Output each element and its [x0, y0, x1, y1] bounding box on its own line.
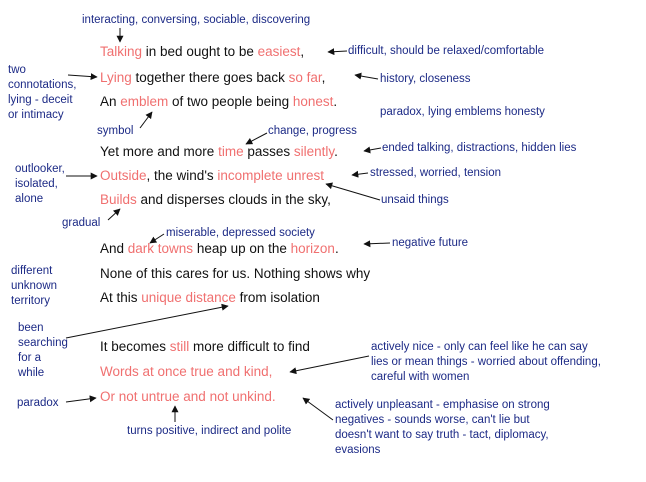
arrow-unsaid-unrest — [326, 184, 380, 200]
arrow-paradox-line — [66, 398, 96, 402]
highlight-easiest: easiest — [257, 44, 301, 59]
arrow-gradual-builds — [108, 209, 120, 220]
annotation-stressed: stressed, worried, tension — [370, 167, 502, 179]
annotation-change: change, progress — [268, 125, 357, 137]
arrow-negative-horizon — [364, 243, 390, 244]
arrow-unpleasant-unkind — [303, 398, 333, 420]
annotation-gradual: gradual — [62, 217, 101, 229]
highlight-incomplete-unrest: incomplete unrest — [217, 168, 324, 183]
highlight-outside: Outside — [100, 168, 147, 183]
annotation-difficult: difficult, should be relaxed/comfortable — [348, 45, 545, 57]
annotation-history: history, closeness — [380, 73, 471, 85]
highlight-horizon: horizon — [290, 241, 335, 256]
annotation-interacting: interacting, conversing, sociable, discovering — [82, 14, 311, 26]
arrow-difficult-easiest — [328, 51, 347, 52]
annotation-turns-positive: turns positive, indirect and polite — [127, 425, 292, 437]
annotation-been-searching: been searching for a while — [18, 322, 68, 379]
arrow-stressed-unrest — [352, 173, 368, 175]
arrow-change-time — [246, 133, 267, 144]
highlight-talking: Talking — [100, 44, 143, 59]
poem-line-3: An emblem of two people being honest. — [100, 94, 338, 109]
arrow-connotations-lying — [68, 75, 97, 77]
annotation-outlooker: outlooker, isolated, alone — [15, 163, 65, 205]
poem-line-2: Lying together there goes back so far, — [100, 70, 326, 85]
highlight-not-untrue: Or not untrue and not unkind. — [100, 389, 276, 404]
poem-line-6: Builds and disperses clouds in the sky, — [100, 192, 331, 207]
highlight-honest: honest — [292, 94, 334, 109]
annotation-two-connotations: two connotations, lying - deceit or intimacy — [8, 64, 77, 121]
highlight-words-true-kind: Words at once true and kind, — [100, 364, 273, 379]
arrow-history-sofar — [355, 75, 378, 79]
annotation-negative-future: negative future — [392, 237, 469, 249]
highlight-time: time — [218, 144, 244, 159]
highlight-dark-towns: dark towns — [127, 241, 194, 256]
poem-line-1: Talking in bed ought to be easiest, — [100, 44, 305, 59]
poem-line-10: It becomes still more difficult to find — [100, 339, 310, 354]
highlight-still: still — [169, 339, 190, 354]
arrow-searching-distance — [66, 306, 228, 338]
annotation-different: different unknown territory — [11, 265, 58, 307]
highlight-unique-distance: unique distance — [141, 290, 236, 305]
poem-line-8: None of this cares for us. Nothing shows why — [100, 266, 371, 281]
annotation-symbol: symbol — [97, 125, 134, 137]
arrow-miserable-darktowns — [150, 234, 164, 243]
highlight-builds: Builds — [100, 192, 137, 207]
annotation-actively-unpleasant: actively unpleasant - emphasise on strong negatives - sounds worse, can't lie but doesn't want to say truth - tact, diplomacy, evasions — [335, 399, 550, 456]
arrow-ended-silently — [364, 148, 381, 151]
highlight-so-far: so far — [288, 70, 322, 85]
highlight-lying: Lying — [100, 70, 132, 85]
annotation-paradox-lying: paradox, lying emblems honesty — [380, 106, 545, 118]
highlight-silently: silently — [293, 144, 335, 159]
annotation-paradox: paradox — [17, 397, 59, 409]
arrow-symbol-emblem — [140, 112, 152, 128]
highlight-emblem: emblem — [120, 94, 169, 109]
arrow-nice-words — [290, 356, 369, 372]
poem-line-4: Yet more and more time passes silently. — [100, 144, 338, 159]
poem-line-5: Outside, the wind's incomplete unrest — [100, 168, 324, 183]
annotation-ended: ended talking, distractions, hidden lies — [382, 142, 577, 154]
annotation-actively-nice: actively nice - only can feel like he can say lies or mean things - worried about offending, careful with women — [371, 341, 601, 383]
poem-line-7: And dark towns heap up on the horizon. — [100, 241, 339, 256]
annotation-miserable: miserable, depressed society — [166, 227, 315, 239]
annotation-unsaid: unsaid things — [381, 194, 449, 206]
poem-line-9: At this unique distance from isolation — [100, 290, 320, 305]
